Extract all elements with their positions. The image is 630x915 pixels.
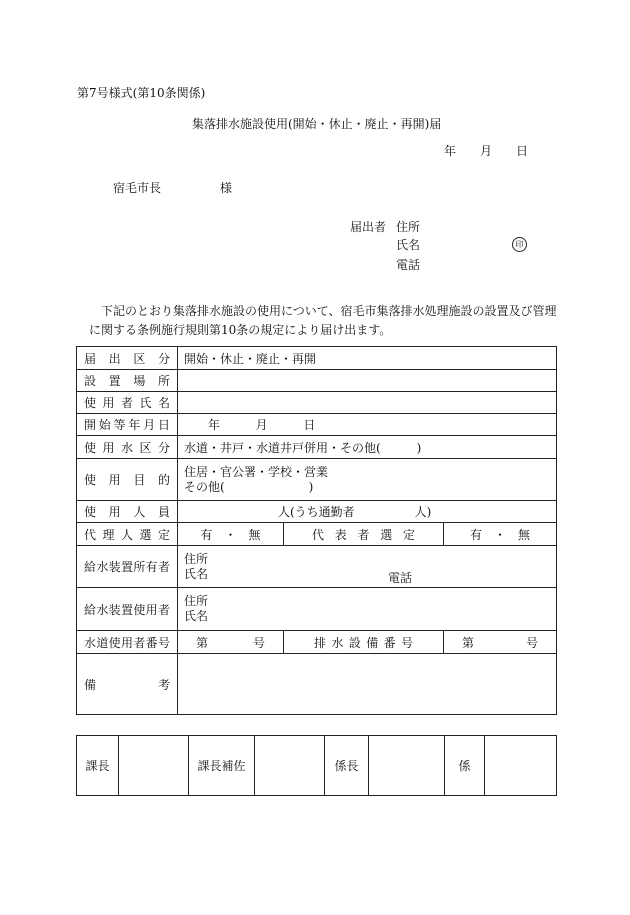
owner-name-label: 氏名 [184,566,209,581]
date-year: 年 [444,144,457,158]
row-label: 給水装置所有者 [77,546,178,588]
remarks-field[interactable] [178,654,557,715]
row-label: 給水装置使用者 [77,588,178,631]
usage-purpose-value [178,459,557,501]
date-day: 日 [516,144,529,158]
table-row [77,546,557,588]
table-row [77,347,557,370]
row-label: 設置場所 [77,370,178,392]
table-row [77,392,557,414]
owner-address-label: 住所 [184,551,209,566]
user-field[interactable] [178,588,557,631]
notification-table [76,346,557,715]
table-row [77,631,557,654]
approval-label-chief: 課長 [77,736,119,796]
drainage-number-field[interactable] [444,631,557,654]
table-row [77,414,557,436]
user-name-label: 氏名 [184,609,209,623]
start-date-year: 年 [208,418,221,432]
start-date-day: 日 [303,418,316,432]
water-source-value: 水道・井戸・水道井戸併用・その他( ) [178,436,557,459]
usage-purpose-line1: 住居・官公署・学校・営業 [184,464,329,479]
number-prefix: 第 [196,635,209,650]
row-label: 開始等年月日 [77,414,178,436]
number-suffix: 号 [252,635,265,650]
row-label: 代理人選定 [77,523,178,546]
table-row [77,654,557,715]
occupants-field[interactable]: 人(うち通勤者 人) [178,501,557,523]
table-row [77,459,557,501]
approval-label-deputy: 課長補佐 [189,736,255,796]
agent-choice[interactable]: 有 ・ 無 [178,523,284,546]
location-field[interactable] [178,370,557,392]
row-label: 使用水区分 [77,436,178,459]
row-label: 使用者氏名 [77,392,178,414]
user-name-field[interactable] [178,392,557,414]
row-label: 備考 [77,654,178,715]
owner-phone-label: 電話 [388,571,413,585]
table-row [77,370,557,392]
approval-label-staff: 係 [445,736,485,796]
representative-choice[interactable]: 有 ・ 無 [444,523,557,546]
approval-label-section-chief: 係長 [325,736,369,796]
start-date-month: 月 [255,418,268,432]
water-user-number-field[interactable] [178,631,284,654]
table-row [77,501,557,523]
user-address-label: 住所 [184,594,209,608]
number-prefix: 第 [462,635,475,650]
row-label: 使用目的 [77,459,178,501]
document-title: 集落排水施設使用(開始・休止・廃止・再開)届 [192,117,442,131]
start-date-field[interactable] [178,414,557,436]
owner-field[interactable] [178,546,557,588]
number-suffix: 号 [526,635,539,650]
addressee-honorific: 様 [220,181,233,195]
body-text-line1: 下記のとおり集落排水施設の使用について、宿毛市集落排水処理施設の設置及び管理 [101,304,557,318]
table-row [77,523,557,546]
approval-stamp-table [76,735,557,796]
table-row [77,736,557,796]
table-row [77,436,557,459]
row-label: 排水設備番号 [284,631,444,654]
date-month: 月 [480,144,493,158]
row-label: 代表者選定 [284,523,444,546]
table-row [77,588,557,631]
notification-type-value: 開始・休止・廃止・再開 [178,347,557,370]
row-label: 水道使用者番号 [77,631,178,654]
approval-box-staff[interactable] [485,736,557,796]
body-text-line2: に関する条例施行規則第10条の規定により届け出ます。 [89,323,392,337]
approval-box-chief[interactable] [119,736,189,796]
approval-box-section-chief[interactable] [369,736,445,796]
row-label: 届出区分 [77,347,178,370]
form-number: 第7号様式(第10条関係) [77,86,206,100]
applicant-address-label: 住所 [396,220,421,234]
applicant-name-label: 氏名 [396,238,421,252]
approval-box-deputy[interactable] [255,736,325,796]
addressee-name: 宿毛市長 [113,181,162,195]
applicant-phone-label: 電話 [396,258,421,272]
usage-purpose-line2: その他( ) [184,479,314,494]
row-label: 使用人員 [77,501,178,523]
seal-stamp-icon: 印 [512,237,527,252]
applicant-label: 届出者 [350,220,387,234]
